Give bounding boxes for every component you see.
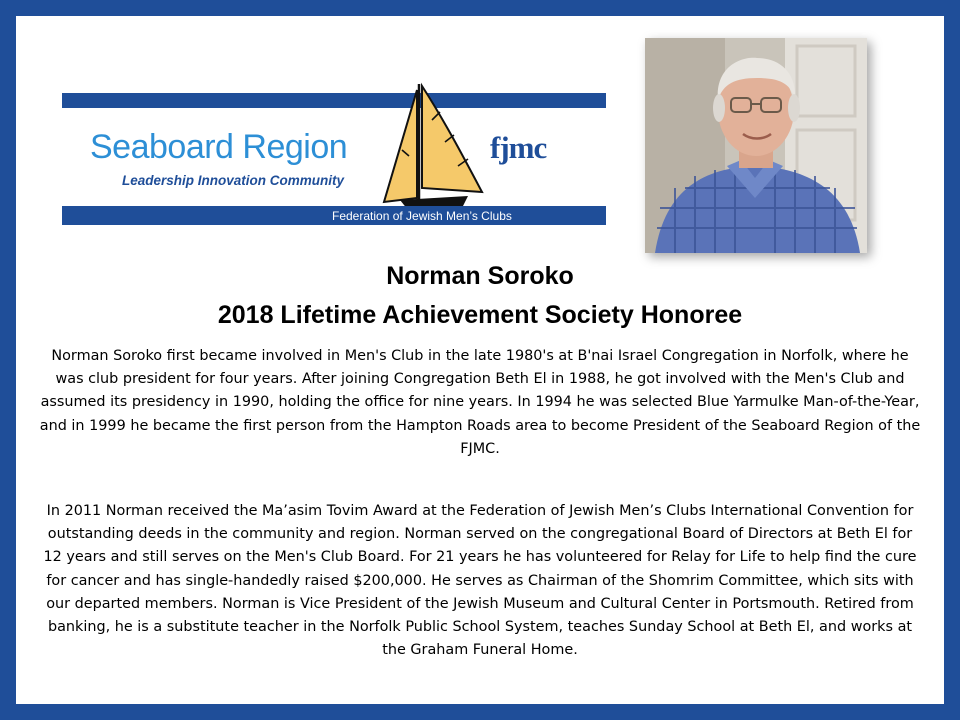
honor-title: 2018 Lifetime Achievement Society Honoree — [217, 301, 743, 329]
logo-top-bar — [62, 93, 606, 108]
federation-name: Federation of Jewish Men’s Clubs — [332, 209, 512, 223]
portrait-photo — [645, 38, 867, 253]
portrait-image — [645, 38, 867, 253]
seaboard-region-logo — [62, 88, 606, 228]
brand-tagline: Leadership Innovation Community — [122, 173, 345, 188]
bio-paragraph-1: Norman Soroko first became involved in Men's Club in the late 1980's at B'nai Israel Congregation in Norfolk, where he was club president for four years. After joining Congregation Beth El in 1988, he got involved with the Men's Club and assumed its presidency in 1990, holding the office for nine years. In 1994 he was selected Blue Yarmulke Man-of-the-Year, and in 1999 he became the first person from the Hampton Roads area to become President of the Seaboard Region of the FJMC. — [39, 348, 921, 457]
bio-paragraph-2: In 2011 Norman received the Ma’asim Tovim Award at the Federation of Jewish Men’s Clubs International Convention for outstanding deeds in the community and region. Norman served on the congregational Board of Directors at Beth El for 12 years and still serves on the Men's Club Board. For 21 years he has volunteered for Relay for Life to help find the cure for cancer and has single-handedly raised $200,000. He serves as Chairman of the Shomrim Committee, which sits with our departed members. Norman is Vice President of the Jewish Museum and Cultural Center in Portsmouth. Retired from banking, he is a substitute teacher in the Norfolk Public School System, teaches Sunday School at Beth El, and works at the Graham Funeral Home. — [43, 503, 917, 659]
honoree-name: Norman Soroko — [386, 262, 574, 290]
brand-name: Seaboard Region — [90, 128, 348, 166]
slide-frame — [16, 16, 944, 704]
fjmc-wordmark: fjmc — [490, 130, 547, 165]
